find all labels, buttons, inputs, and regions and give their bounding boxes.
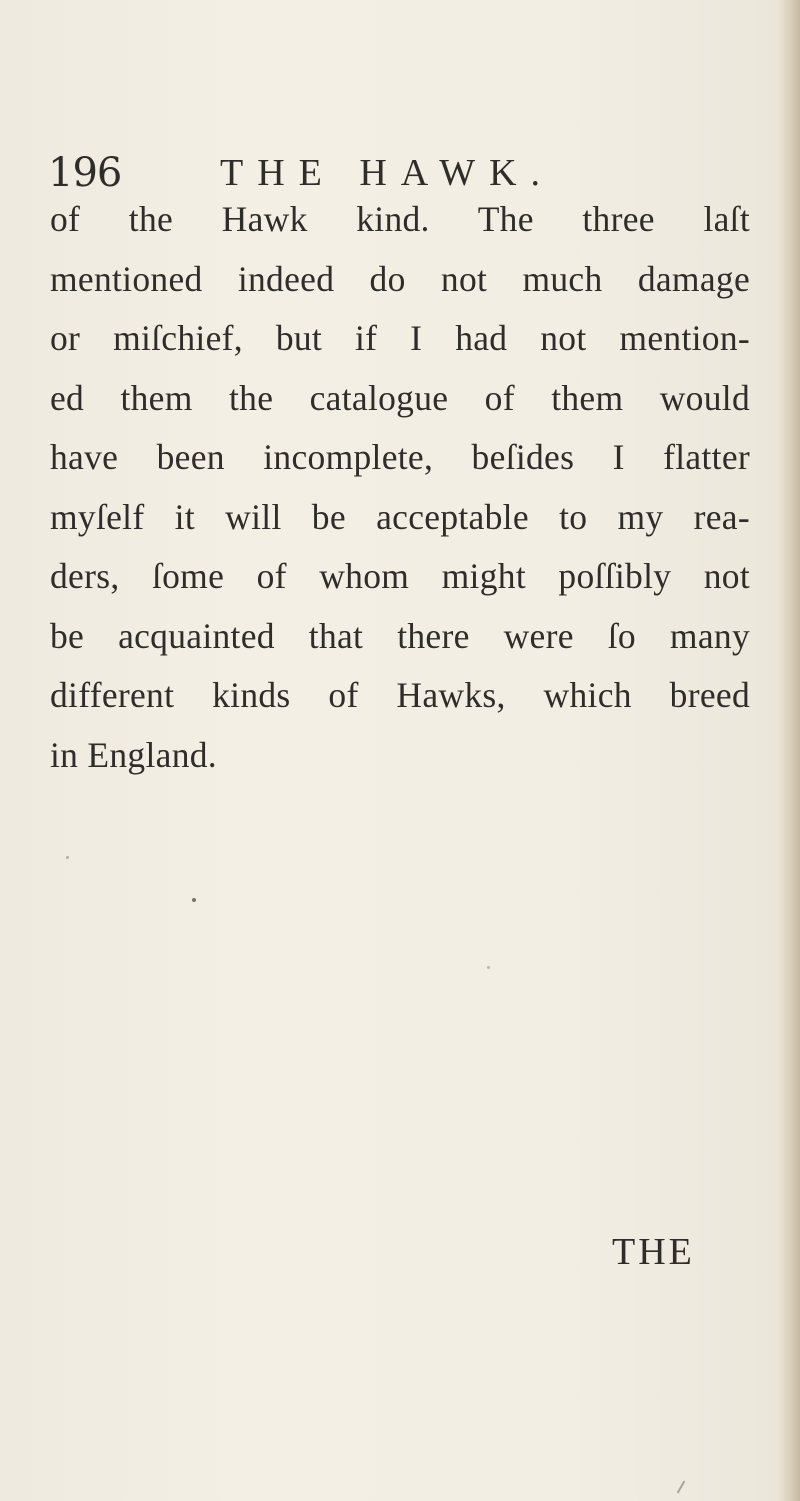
paper-speck <box>192 898 196 902</box>
text-line: ed them the catalogue of them would <box>50 377 750 418</box>
text-line: different kinds of Hawks, which breed <box>50 675 750 715</box>
catchword: THE <box>612 1231 695 1273</box>
text-line: mentioned indeed do not much damage <box>50 258 750 299</box>
text-line: or miſchief, but if I had not mention- <box>50 318 750 358</box>
paper-speck <box>677 1480 686 1493</box>
page-edge-shadow <box>778 0 800 1501</box>
body-paragraph <box>50 190 750 785</box>
running-title: THE HAWK. <box>220 152 555 194</box>
text-line: of the Hawk kind. The three laſt <box>50 199 750 239</box>
text-line: ders, ſome of whom might poſſibly not <box>50 556 750 596</box>
text-line: myſelf it will be acceptable to my rea- <box>50 496 750 537</box>
text-line: be acquainted that there were ſo many <box>50 615 750 656</box>
paper-speck <box>66 856 69 859</box>
page-number: 196 <box>48 150 122 196</box>
text-line: have been incomplete, beſides I flatter <box>50 437 750 477</box>
text-line: in England. <box>50 734 217 775</box>
paper-speck <box>487 966 490 969</box>
